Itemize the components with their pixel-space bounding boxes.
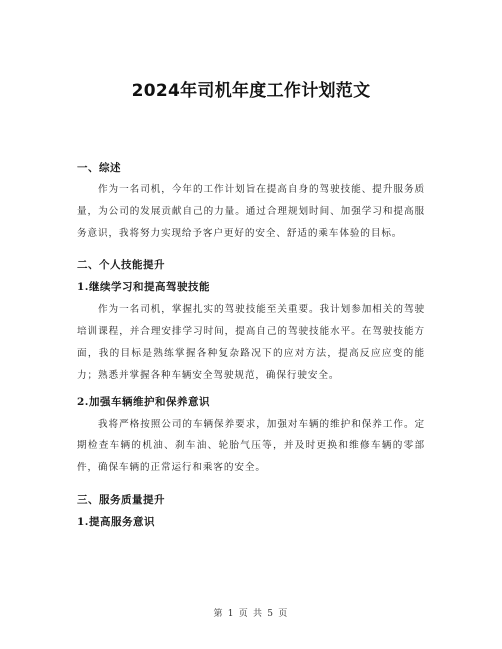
document-body [77,157,425,534]
section-heading-skills: 二、个人技能提升 [77,259,165,272]
subsection-paragraph-vehicle-maintenance: 我将严格按照公司的车辆保养要求，加强对车辆的维护和保养工作。定期检查车辆的机油、刹车油、轮胎气压等，并及时更换和维修车辆的零部件，确保车辆的正常运行和乘客的安全。 [77,418,425,474]
page-footer: 第 1 页 共 5 页 [213,609,289,619]
subsection-heading-vehicle-maintenance: 2.加强车辆维护和保养意识 [77,395,210,408]
section-heading-service: 三、服务质量提升 [77,493,165,506]
section-paragraph-overview: 作为一名司机，今年的工作计划旨在提高自身的驾驶技能、提升服务质量，为公司的发展贡献自己的力量。通过合理规划时间、加强学习和提高服务意识，我将努力实现给予客户更好的安全、舒适的乘车体验的目标。 [77,184,425,239]
subsection-heading-service-awareness: 1.提高服务意识 [77,515,155,528]
subsection-heading-driving-skills: 1.继续学习和提高驾驶技能 [77,281,210,294]
subsection-paragraph-driving-skills: 作为一名司机，掌握扎实的驾驶技能至关重要。我计划参加相关的驾驶培训课程，并合理安排学习时间，提高自己的驾驶技能水平。在驾驶技能方面，我的目标是熟练掌握各种复杂路况下的应对方法，提高反应应变的能力；熟悉并掌握各种车辆安全驾驶规范，确保行驶安全。 [77,304,425,381]
page-title: 2024年司机年度工作计划范文 [131,81,371,101]
section-heading-overview: 一、综述 [77,162,121,174]
